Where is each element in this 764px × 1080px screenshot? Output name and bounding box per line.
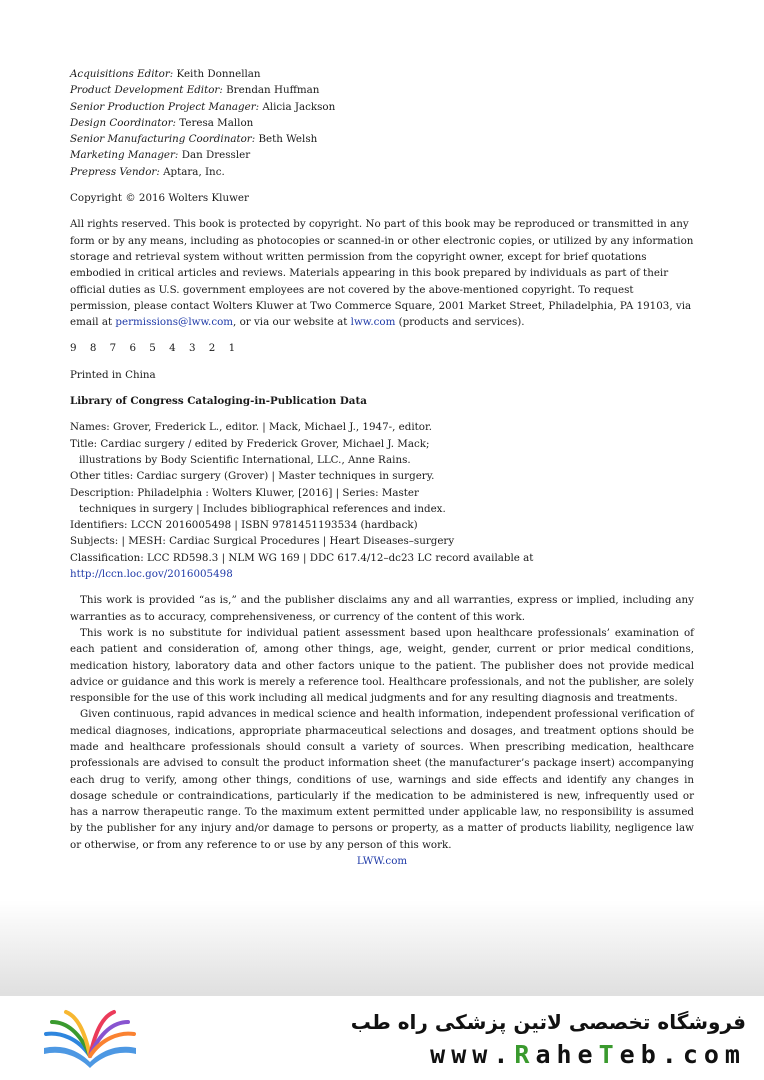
persian-store-name: فروشگاه تخصصی لاتین پزشکی راه طب [350, 1010, 746, 1034]
rights-paragraph: All rights reserved. This book is protected by copyright. No part of this book may be reproduced or transmitted in any form or by any means, including as photocopies or scanned-in or other electronic copies, or utilized by any information storage and retrieval system without written permission from the copyright owner, except for brief quotations embodied in critical articles and reviews. Materials appearing in this book prepared by individuals as part of their official duties as U.S. government employees are not covered by the above-mentioned copyright. To request permission, please contact Wolters Kluwer at Two Commerce Square, 2001 Market Street, Philadelphia, PA 19103, via email at permissions@lww.com, or via our website at lww.com (products and services). [70, 218, 694, 329]
cip-line: Subjects: | MESH: Cardiac Surgical Procedures | Heart Diseases–surgery [70, 535, 455, 548]
disclaimer-paragraph: Given continuous, rapid advances in medical science and health information, independent professional verification of medical diagnoses, indications, appropriate pharmaceutical selections and dosages, and treatment options should be made and healthcare professionals should consult a variety of sources. When prescribing medication, healthcare professionals are advised to consult the product information sheet (the manufacturer’s package insert) accompanying each drug to verify, among other things, conditions of use, warnings and side effects and identify any changes in dosage schedule or contraindications, particularly if the medication to be administered is new, infrequently used or has a narrow therapeutic range. To the maximum extent permitted under applicable law, no responsibility is assumed by the publisher for any injury and/or damage to persons or property, as a matter of products liability, negligence law or otherwise, or from any reference to or use by any person of this work. [70, 708, 694, 851]
website-link[interactable]: lww.com [350, 316, 396, 329]
lccn-link[interactable]: http://lccn.loc.gov/2016005498 [70, 568, 233, 581]
cip-heading: Library of Congress Cataloging-in-Publication Data [70, 395, 367, 408]
credits-list [70, 66, 694, 180]
permissions-email-link[interactable]: permissions@lww.com [115, 316, 234, 329]
disclaimer-paragraph: This work is provided “as is,” and the publisher disclaims any and all warranties, express or implied, including any warranties as to accuracy, comprehensiveness, or currency of the content of this work. [70, 594, 694, 623]
credit-line: Senior Manufacturing Coordinator: Beth Welsh [70, 133, 318, 146]
printed-in: Printed in China [70, 368, 156, 381]
cip-line: Description: Philadelphia : Wolters Kluwer, [2016] | Series: Master [70, 486, 419, 499]
watermark-url: www.RaheTeb.com [430, 1040, 746, 1069]
cip-line: techniques in surgery | Includes bibliographical references and index. [79, 502, 446, 515]
credit-line: Marketing Manager: Dan Dressler [70, 149, 251, 162]
copyright-notice: Copyright © 2016 Wolters Kluwer [70, 192, 249, 205]
credit-line: Senior Production Project Manager: Alicia Jackson [70, 100, 336, 113]
credit-line: Acquisitions Editor: Keith Donnellan [70, 68, 261, 80]
cip-line: Names: Grover, Frederick L., editor. | Mack, Michael J., 1947-, editor. [70, 421, 433, 434]
cip-line: illustrations by Body Scientific International, LLC., Anne Rains. [79, 453, 411, 466]
page-bottom-shadow [0, 900, 764, 996]
cip-classification: Classification: LCC RD598.3 | NLM WG 169 | DDC 617.4/12–dc23 LC record available at http://lccn.loc.gov/2016005498 [70, 551, 534, 581]
cip-line: Title: Cardiac surgery / edited by Frederick Grover, Michael J. Mack; [70, 437, 430, 450]
credit-line: Prepress Vendor: Aptara, Inc. [70, 165, 225, 178]
cip-data [70, 419, 694, 582]
print-number-line: 9 8 7 6 5 4 3 2 1 [70, 342, 241, 355]
copyright-page [70, 66, 694, 869]
watermark-footer [0, 996, 764, 1080]
open-book-logo-icon [40, 1004, 140, 1072]
disclaimer-paragraph: This work is no substitute for individual patient assessment based upon healthcare professionals’ examination of each patient and consideration of, among other things, age, weight, gender, current or prior medical conditions, medication history, laboratory data and other factors unique to the patient. The publisher does not provide medical advice or guidance and this work is merely a reference tool. Healthcare professionals, and not the publisher, are solely responsible for the use of this work including all medical judgments and for any resulting diagnosis and treatments. [70, 626, 694, 705]
disclaimer [70, 592, 694, 853]
lww-site-link[interactable]: LWW.com [356, 855, 408, 868]
credit-line: Product Development Editor: Brendan Huffman [70, 84, 320, 97]
cip-line: Identifiers: LCCN 2016005498 | ISBN 9781451193534 (hardback) [70, 519, 418, 532]
cip-line: Other titles: Cardiac surgery (Grover) | Master techniques in surgery. [70, 470, 435, 483]
credit-line: Design Coordinator: Teresa Mallon [70, 116, 254, 129]
site-link-line [70, 853, 694, 869]
